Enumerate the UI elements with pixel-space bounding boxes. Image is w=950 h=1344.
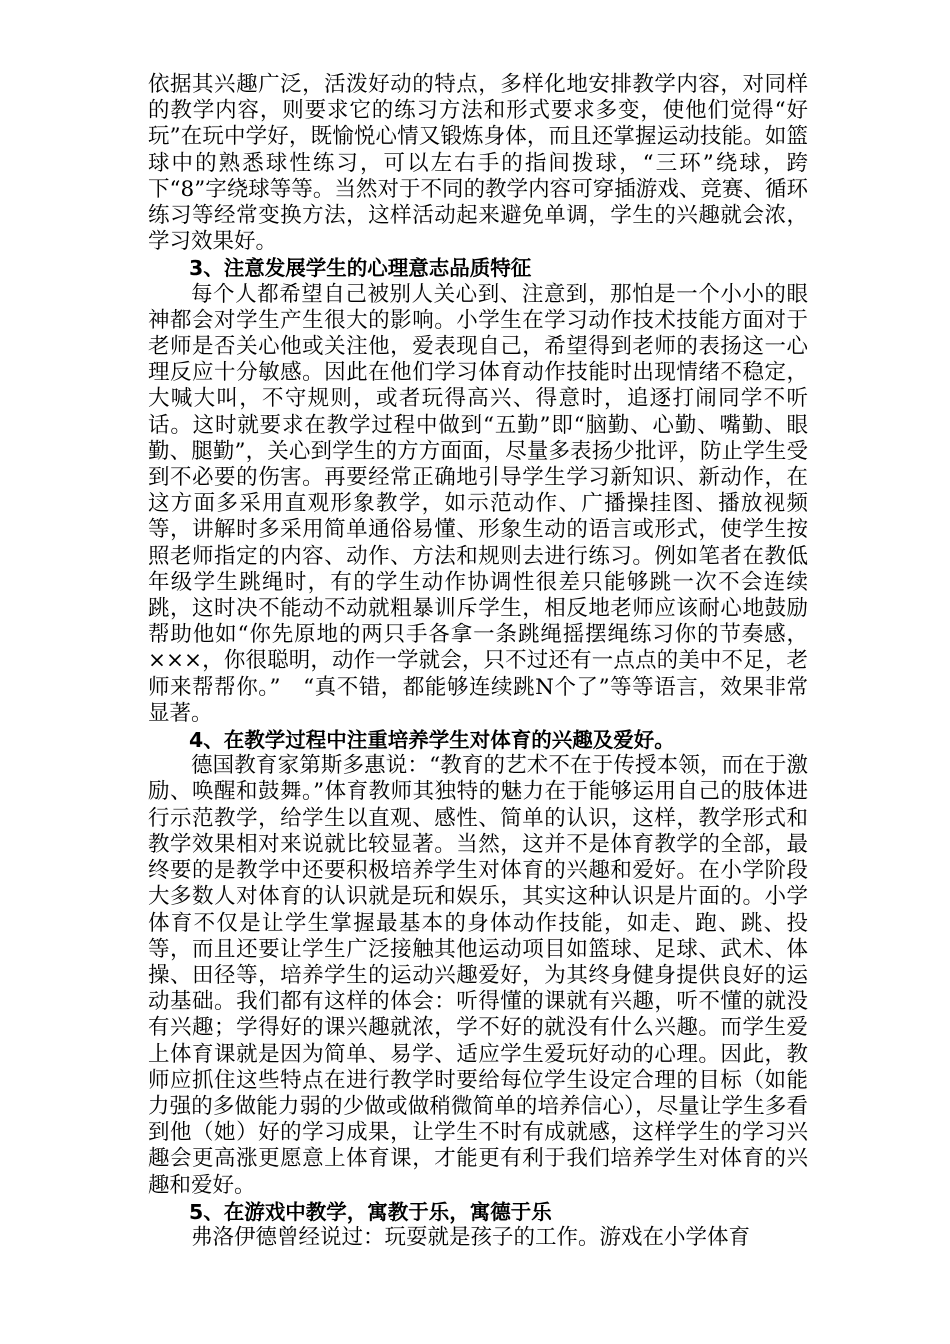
section-heading-3: 3、注意发展学生的心理意志品质特征 bbox=[189, 256, 532, 281]
section-heading-5: 5、在游戏中教学，寓教于乐，寓德于乐 bbox=[189, 1199, 552, 1224]
section-heading-4: 4、在教学过程中注重培养学生对体育的兴趣及爱好。 bbox=[189, 728, 675, 753]
document-page bbox=[148, 72, 808, 1251]
paragraph-interest-variety: 依据其兴趣广泛，活泼好动的特点，多样化地安排教学内容，对同样的教学内容，则要求它的练习方法和形式要求多变，使他们觉得“好玩”在玩中学好，既愉悦心情又锻炼身体，而且还掌握运动技能。如篮球中的熟悉球性练习，可以左右手的指间拨球，“三环”绕球，跨下“8”字绕球等等。当然对于不同的教学内容可穿插游戏、竞赛、循环练习等经常变换方法，这样活动起来避免单调，学生的兴趣就会浓，学习效果好。 bbox=[148, 72, 808, 255]
paragraph-psychology: 每个人都希望自己被别人关心到、注意到，那怕是一个小小的眼神都会对学生产生很大的影响。小学生在学习动作技术技能方面对于老师是否关心他或关注他，爱表现自己，希望得到老师的表扬这一心理反应十分敏感。因此在他们学习体育动作技能时出现情绪不稳定，大喊大叫，不守规则，或者玩得高兴、得意时，追逐打闹同学不听话。这时就要求在教学过程中做到“五勤”即“脑勤、心勤、嘴勤、眼勤、腿勤”，关心到学生的方方面面，尽量多表扬少批评，防止学生受到不必要的伤害。再要经常正确地引导学生学习新知识、新动作，在这方面多采用直观形象教学，如示范动作、广播操挂图、播放视频等，讲解时多采用简单通俗易懂、形象生动的语言或形式，使学生按照老师指定的内容、动作、方法和规则去进行练习。例如笔者在教低年级学生跳绳时，有的学生动作协调性很差只能够跳一次不会连续跳，这时决不能动不动就粗暴训斥学生，相反地老师应该耐心地鼓励帮助他如“你先原地的两只手各拿一条跳绳摇摆绳练习你的节奏感，×××，你很聪明，动作一学就会，只不过还有一点点的美中不足，老师来帮帮你。” “真不错，都能够连续跳N个了”等等语言，效果非常显著。 bbox=[148, 281, 808, 726]
paragraph-games: 弗洛伊德曾经说过：玩耍就是孩子的工作。游戏在小学体育 bbox=[191, 1224, 751, 1250]
paragraph-interest-cultivation: 德国教育家第斯多惠说：“教育的艺术不在于传授本领，而在于激励、唤醒和鼓舞。”体育教师其独特的魅力在于能够运用自己的肢体进行示范教学，给学生以直观、感性、简单的认识，这样，教学形式和教学效果相对来说就比较显著。当然，这并不是体育教学的全部，最终要的是教学中还要积极培养学生对体育的兴趣和爱好。在小学阶段大多数人对体育的认识就是玩和娱乐，其实这种认识是片面的。小学体育不仅是让学生掌握最基本的身体动作技能，如走、跑、跳、投等，而且还要让学生广泛接触其他运动项目如篮球、足球、武术、体操、田径等，培养学生的运动兴趣爱好，为其终身健身提供良好的运动基础。我们都有这样的体会：听得懂的课就有兴趣，听不懂的就没有兴趣；学得好的课兴趣就浓，学不好的就没有什么兴趣。而学生爱上体育课就是因为简单、易学、适应学生爱玩好动的心理。因此，教师应抓住这些特点在进行教学时要给每位学生设定合理的目标（如能力强的多做能力弱的少做或做稍微简单的培养信心），尽量让学生多看到他（她）好的学习成果，让学生不时有成就感，这样学生的学习兴趣会更高涨更愿意上体育课，才能更有利于我们培养学生对体育的兴趣和爱好。 bbox=[148, 753, 808, 1198]
